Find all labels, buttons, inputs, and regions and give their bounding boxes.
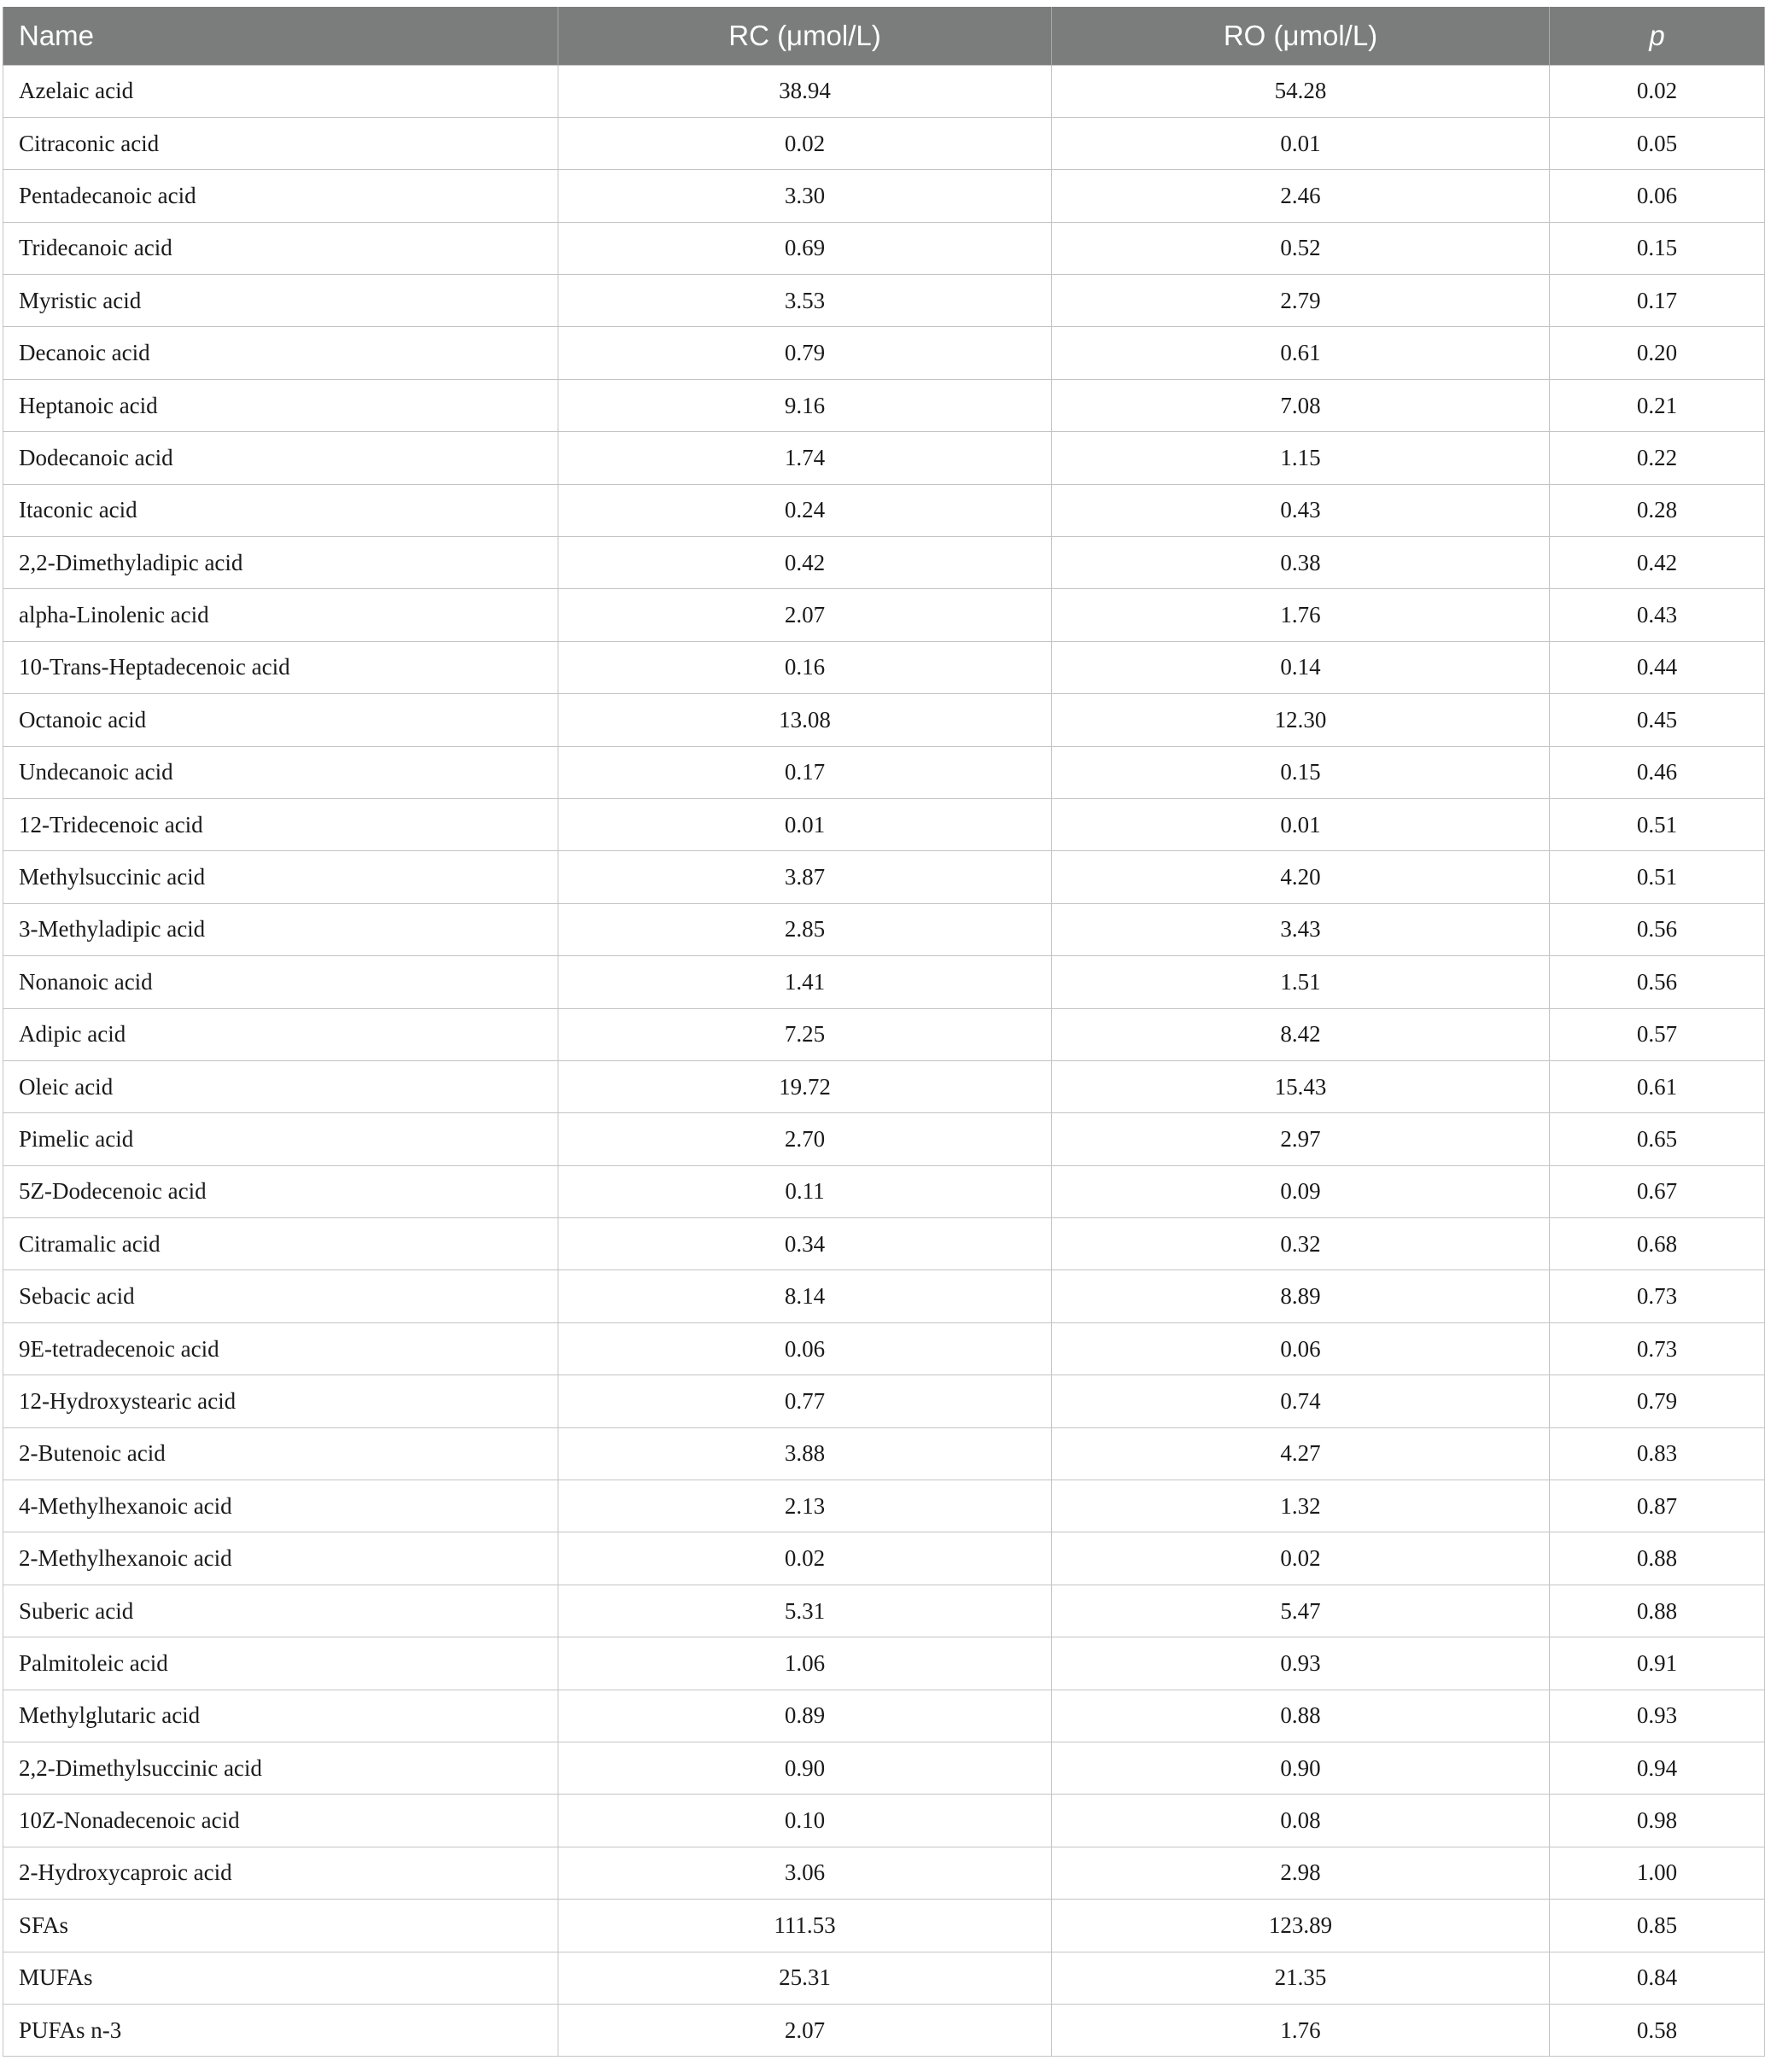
cell-ro-value: 54.28 [1052,65,1550,117]
cell-p-value: 0.83 [1550,1427,1765,1480]
cell-name: Dodecanoic acid [3,432,558,484]
cell-rc-value: 3.53 [558,275,1052,327]
table-body [3,65,1765,2057]
cell-name: 2,2-Dimethyladipic acid [3,537,558,589]
table-row [3,1585,1765,1637]
cell-ro-value: 1.32 [1052,1480,1550,1532]
cell-name: 12-Tridecenoic acid [3,798,558,850]
table-row [3,746,1765,798]
cell-ro-value: 8.89 [1052,1270,1550,1322]
cell-name: 4-Methylhexanoic acid [3,1480,558,1532]
cell-ro-value: 2.46 [1052,170,1550,222]
cell-ro-value: 2.97 [1052,1113,1550,1165]
cell-rc-value: 1.41 [558,956,1052,1008]
table-row [3,2004,1765,2056]
table-row [3,956,1765,1008]
cell-ro-value: 3.43 [1052,903,1550,955]
cell-ro-value: 1.76 [1052,589,1550,641]
cell-rc-value: 19.72 [558,1060,1052,1112]
cell-p-value: 1.00 [1550,1847,1765,1899]
cell-ro-value: 0.61 [1052,327,1550,379]
table-row [3,1480,1765,1532]
cell-name: Itaconic acid [3,484,558,536]
cell-p-value: 0.56 [1550,903,1765,955]
table-row [3,1637,1765,1690]
cell-ro-value: 0.09 [1052,1165,1550,1217]
table-row [3,1847,1765,1899]
cell-ro-value: 15.43 [1052,1060,1550,1112]
table-row [3,1532,1765,1585]
cell-name: Citramalic acid [3,1218,558,1270]
cell-p-value: 0.28 [1550,484,1765,536]
cell-ro-value: 0.52 [1052,222,1550,274]
cell-p-value: 0.73 [1550,1270,1765,1322]
table-row [3,170,1765,222]
cell-rc-value: 0.77 [558,1375,1052,1427]
fatty-acid-table [3,7,1765,2057]
cell-rc-value: 0.89 [558,1690,1052,1742]
cell-p-value: 0.93 [1550,1690,1765,1742]
cell-ro-value: 0.08 [1052,1795,1550,1847]
cell-rc-value: 0.34 [558,1218,1052,1270]
cell-rc-value: 2.70 [558,1113,1052,1165]
cell-name: 2-Hydroxycaproic acid [3,1847,558,1899]
cell-rc-value: 0.01 [558,798,1052,850]
cell-p-value: 0.51 [1550,798,1765,850]
cell-name: alpha-Linolenic acid [3,589,558,641]
cell-p-value: 0.84 [1550,1952,1765,2004]
cell-ro-value: 0.15 [1052,746,1550,798]
cell-p-value: 0.43 [1550,589,1765,641]
cell-name: 9E-tetradecenoic acid [3,1322,558,1375]
cell-rc-value: 8.14 [558,1270,1052,1322]
table-row [3,379,1765,431]
cell-rc-value: 1.74 [558,432,1052,484]
cell-rc-value: 0.11 [558,1165,1052,1217]
cell-name: SFAs [3,1900,558,1952]
table-row [3,65,1765,117]
cell-rc-value: 2.07 [558,2004,1052,2056]
cell-p-value: 0.57 [1550,1008,1765,1060]
cell-name: Methylsuccinic acid [3,851,558,903]
cell-ro-value: 0.93 [1052,1637,1550,1690]
cell-ro-value: 0.06 [1052,1322,1550,1375]
table-row [3,1270,1765,1322]
cell-ro-value: 5.47 [1052,1585,1550,1637]
cell-name: Oleic acid [3,1060,558,1112]
cell-rc-value: 3.88 [558,1427,1052,1480]
cell-rc-value: 0.69 [558,222,1052,274]
cell-rc-value: 0.10 [558,1795,1052,1847]
cell-p-value: 0.88 [1550,1532,1765,1585]
cell-ro-value: 2.98 [1052,1847,1550,1899]
cell-p-value: 0.45 [1550,694,1765,746]
cell-name: 2,2-Dimethylsuccinic acid [3,1742,558,1795]
cell-rc-value: 1.06 [558,1637,1052,1690]
cell-rc-value: 38.94 [558,65,1052,117]
table-header [3,7,1765,65]
cell-name: Pimelic acid [3,1113,558,1165]
table-row [3,222,1765,274]
table-row [3,641,1765,693]
cell-name: Nonanoic acid [3,956,558,1008]
cell-rc-value: 0.06 [558,1322,1052,1375]
table-row [3,1218,1765,1270]
cell-name: Pentadecanoic acid [3,170,558,222]
cell-p-value: 0.73 [1550,1322,1765,1375]
cell-p-value: 0.98 [1550,1795,1765,1847]
cell-name: Octanoic acid [3,694,558,746]
table-row [3,903,1765,955]
table-row [3,1742,1765,1795]
cell-ro-value: 7.08 [1052,379,1550,431]
cell-name: 5Z-Dodecenoic acid [3,1165,558,1217]
cell-name: Decanoic acid [3,327,558,379]
table-row [3,589,1765,641]
cell-rc-value: 2.13 [558,1480,1052,1532]
cell-name: 2-Butenoic acid [3,1427,558,1480]
table-row [3,1690,1765,1742]
cell-rc-value: 2.85 [558,903,1052,955]
cell-rc-value: 0.90 [558,1742,1052,1795]
cell-rc-value: 2.07 [558,589,1052,641]
cell-ro-value: 0.38 [1052,537,1550,589]
cell-rc-value: 0.24 [558,484,1052,536]
cell-ro-value: 0.43 [1052,484,1550,536]
header-ro: RO (μmol/L) [1052,7,1550,65]
cell-name: PUFAs n-3 [3,2004,558,2056]
cell-rc-value: 13.08 [558,694,1052,746]
cell-ro-value: 0.14 [1052,641,1550,693]
table-row [3,1900,1765,1952]
fatty-acid-table-container [3,7,1764,2057]
cell-ro-value: 0.01 [1052,117,1550,169]
table-row [3,1165,1765,1217]
cell-name: Tridecanoic acid [3,222,558,274]
cell-p-value: 0.51 [1550,851,1765,903]
cell-rc-value: 111.53 [558,1900,1052,1952]
cell-p-value: 0.06 [1550,170,1765,222]
cell-p-value: 0.56 [1550,956,1765,1008]
cell-ro-value: 123.89 [1052,1900,1550,1952]
cell-name: Heptanoic acid [3,379,558,431]
table-row [3,1427,1765,1480]
cell-p-value: 0.67 [1550,1165,1765,1217]
header-p-value: p [1550,7,1765,65]
cell-p-value: 0.88 [1550,1585,1765,1637]
cell-p-value: 0.22 [1550,432,1765,484]
cell-rc-value: 0.42 [558,537,1052,589]
cell-name: 10-Trans-Heptadecenoic acid [3,641,558,693]
cell-p-value: 0.91 [1550,1637,1765,1690]
cell-ro-value: 4.20 [1052,851,1550,903]
cell-ro-value: 0.90 [1052,1742,1550,1795]
table-row [3,1375,1765,1427]
cell-rc-value: 0.79 [558,327,1052,379]
cell-p-value: 0.65 [1550,1113,1765,1165]
cell-p-value: 0.42 [1550,537,1765,589]
cell-name: 3-Methyladipic acid [3,903,558,955]
table-row [3,1952,1765,2004]
cell-name: Citraconic acid [3,117,558,169]
table-row [3,537,1765,589]
cell-name: Suberic acid [3,1585,558,1637]
table-row [3,1113,1765,1165]
cell-rc-value: 7.25 [558,1008,1052,1060]
cell-p-value: 0.94 [1550,1742,1765,1795]
cell-ro-value: 0.74 [1052,1375,1550,1427]
table-row [3,798,1765,850]
cell-ro-value: 4.27 [1052,1427,1550,1480]
cell-rc-value: 3.87 [558,851,1052,903]
cell-p-value: 0.17 [1550,275,1765,327]
cell-p-value: 0.46 [1550,746,1765,798]
cell-rc-value: 3.30 [558,170,1052,222]
cell-name: 12-Hydroxystearic acid [3,1375,558,1427]
cell-rc-value: 25.31 [558,1952,1052,2004]
cell-ro-value: 2.79 [1052,275,1550,327]
table-row [3,1322,1765,1375]
cell-name: Undecanoic acid [3,746,558,798]
table-row [3,851,1765,903]
cell-name: Myristic acid [3,275,558,327]
cell-p-value: 0.61 [1550,1060,1765,1112]
cell-rc-value: 5.31 [558,1585,1052,1637]
table-row [3,275,1765,327]
cell-ro-value: 1.76 [1052,2004,1550,2056]
table-row [3,1008,1765,1060]
table-row [3,694,1765,746]
table-row [3,432,1765,484]
table-row [3,117,1765,169]
header-rc: RC (μmol/L) [558,7,1052,65]
table-row [3,1060,1765,1112]
cell-ro-value: 8.42 [1052,1008,1550,1060]
cell-ro-value: 21.35 [1052,1952,1550,2004]
cell-name: Sebacic acid [3,1270,558,1322]
cell-name: Methylglutaric acid [3,1690,558,1742]
header-name: Name [3,7,558,65]
cell-p-value: 0.21 [1550,379,1765,431]
cell-name: 2-Methylhexanoic acid [3,1532,558,1585]
cell-ro-value: 0.32 [1052,1218,1550,1270]
cell-rc-value: 0.17 [558,746,1052,798]
cell-name: Palmitoleic acid [3,1637,558,1690]
table-row [3,327,1765,379]
table-row [3,1795,1765,1847]
cell-p-value: 0.79 [1550,1375,1765,1427]
cell-p-value: 0.02 [1550,65,1765,117]
cell-ro-value: 0.01 [1052,798,1550,850]
cell-rc-value: 0.02 [558,117,1052,169]
cell-ro-value: 0.02 [1052,1532,1550,1585]
table-row [3,484,1765,536]
cell-p-value: 0.05 [1550,117,1765,169]
header-row [3,7,1765,65]
cell-rc-value: 9.16 [558,379,1052,431]
cell-name: MUFAs [3,1952,558,2004]
cell-p-value: 0.58 [1550,2004,1765,2056]
cell-ro-value: 0.88 [1052,1690,1550,1742]
cell-name: 10Z-Nonadecenoic acid [3,1795,558,1847]
cell-name: Azelaic acid [3,65,558,117]
cell-ro-value: 1.51 [1052,956,1550,1008]
cell-rc-value: 0.02 [558,1532,1052,1585]
cell-p-value: 0.20 [1550,327,1765,379]
cell-p-value: 0.44 [1550,641,1765,693]
cell-p-value: 0.15 [1550,222,1765,274]
cell-ro-value: 1.15 [1052,432,1550,484]
cell-p-value: 0.68 [1550,1218,1765,1270]
cell-ro-value: 12.30 [1052,694,1550,746]
cell-p-value: 0.85 [1550,1900,1765,1952]
cell-rc-value: 0.16 [558,641,1052,693]
cell-p-value: 0.87 [1550,1480,1765,1532]
cell-rc-value: 3.06 [558,1847,1052,1899]
cell-name: Adipic acid [3,1008,558,1060]
